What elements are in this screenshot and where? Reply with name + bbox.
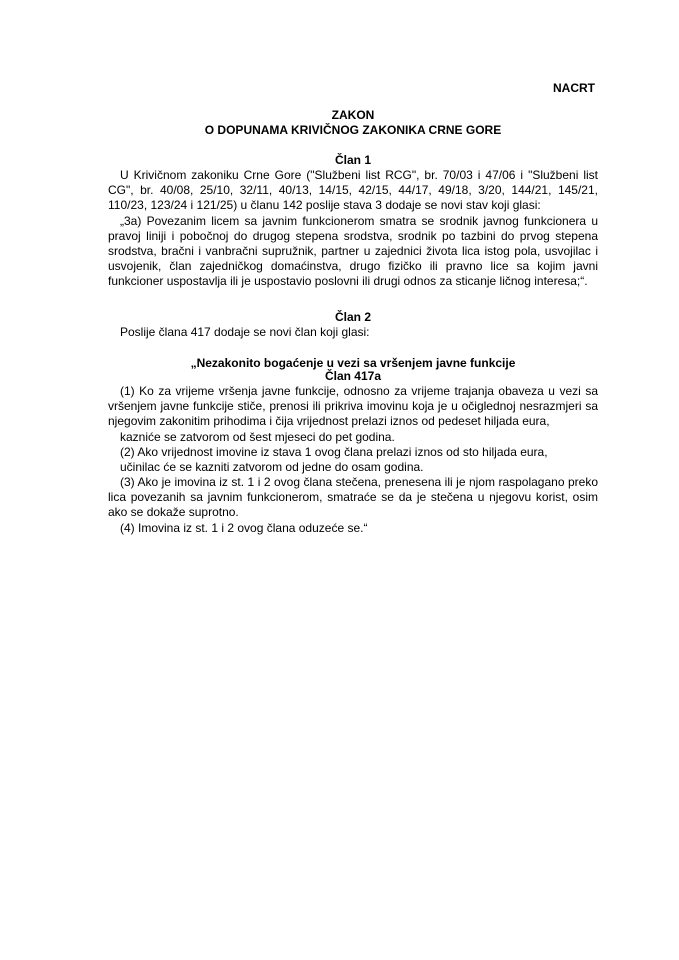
new-article-paragraph-2: (2) Ako vrijednost imovine iz stava 1 ovog člana prelazi iznos od sto hiljada eura, (120, 445, 548, 459)
article-1-intro: U Krivičnom zakoniku Crne Gore ("Službeni list RCG", br. 70/03 i 47/06 i "Službeni list CG", br. 40/08, 25/10, 32/11, 40/13, 14/15, 42/15, 44/17, 49/18, 3/20, 144/21, 145/21, 110/23, 123/24 i 121/25) u članu 142 poslije stava 3 dodaje se novi stav koji glasi: (108, 168, 598, 212)
article-1-new-paragraph: „3a) Povezanim licem sa javnim funkcionerom smatra se srodnik javnog funkcionera u pravoj liniji i pobočnoj do drugog stepena srodstva, srodnik po tazbini do prvog stepena srodstva, bračni i vanbračni supružnik, partner u zajednici života lica istog pola, usvojilac i usvojenik, član zajedničkog domaćinstva, drugo fizičko ili pravno lice sa kojim javni funkcioner uspostavlja ili je uspostavio poslovni ili drugi odnos za sticanje ličnog interesa;“. (108, 214, 598, 288)
article-2-heading: Član 2 (334, 310, 371, 324)
new-article-number: Član 417a (324, 369, 382, 383)
new-article-paragraph-1: (1) Ko za vrijeme vršenja javne funkcije, odnosno za vrijeme trajanja obaveza u vezi sa vršenjem javne funkcije stiče, prenosi ili prikriva imovinu koja je u očiglednoj nesrazmjeri sa njegovim zakonitim prihodima i čija vrijednost prelazi iznos od pedeset hiljada eura, (108, 384, 598, 428)
paragraph-2-penalty: učinilac će se kazniti zatvorom od jedne do osam godina. (120, 460, 424, 474)
paragraph-1-penalty: kazniće se zatvorom od šest mjeseci do pet godina. (120, 430, 395, 444)
draft-label: NACRT (553, 81, 595, 95)
article-1-heading: Član 1 (334, 153, 371, 167)
law-subtitle: O DOPUNAMA KRIVIČNOG ZAKONIKA CRNE GORE (204, 123, 502, 137)
new-article-paragraph-3: (3) Ako je imovina iz st. 1 i 2 ovog člana stečena, prenesena ili je njom raspolagano preko lica povezanih sa javnim funkcionerom, smatraće se da je stečena u njegovu korist, osim ako se dokaže suprotno. (108, 475, 598, 519)
new-article-title: „Nezakonito bogaćenje u vezi sa vršenjem javne funkcije (190, 356, 516, 370)
article-2-intro: Poslije člana 417 dodaje se novi član koji glasi: (120, 325, 370, 339)
new-article-paragraph-4: (4) Imovina iz st. 1 i 2 ovog člana oduzeće se.“ (120, 521, 368, 535)
law-title: ZAKON (331, 108, 375, 122)
